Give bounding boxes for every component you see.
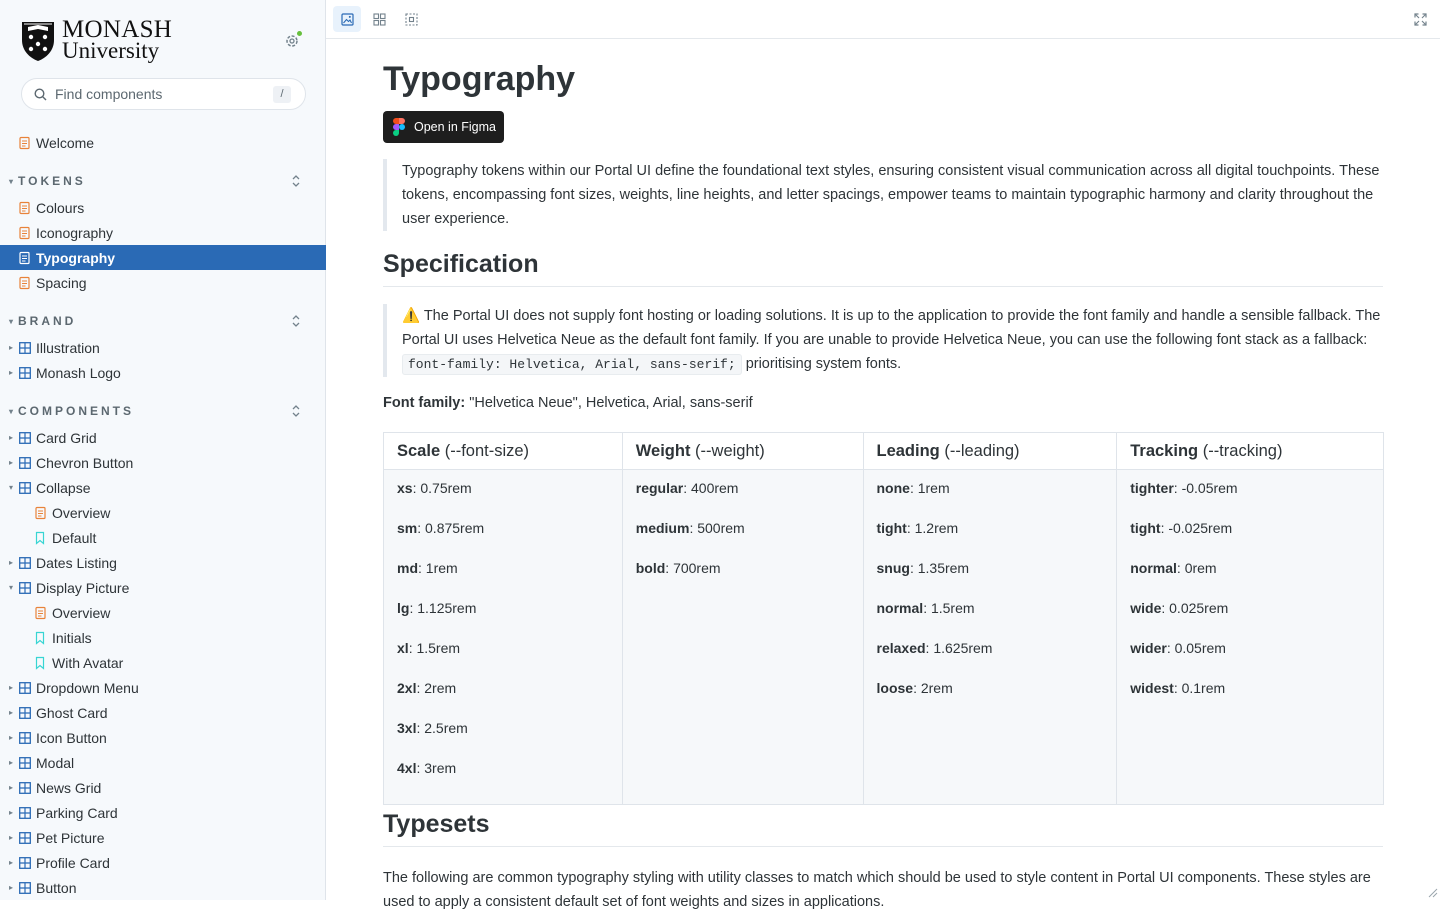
document-icon	[19, 202, 31, 214]
caret-icon: ▾	[9, 483, 14, 492]
intro-text: Typography tokens within our Portal UI define the foundational text styles, ensuring consistent visual communication across all digital touchpoints. These tokens, encompassing font sizes, weights, line heights, and letter spacings, empower teams to maintain typographic harmony and clarity throughout the user experience.	[402, 163, 1380, 227]
document-icon	[35, 507, 47, 519]
sidebar-item-with-avatar[interactable]	[0, 650, 326, 675]
token-key: relaxed	[876, 640, 926, 656]
component-icon	[19, 367, 31, 379]
token-leading	[877, 478, 1117, 518]
token-key: snug	[876, 560, 910, 576]
sidebar-item-label: Parking Card	[36, 804, 118, 821]
column-header-tracking	[1117, 433, 1384, 470]
sidebar-item-label: With Avatar	[52, 654, 124, 671]
search-shortcut-key: /	[273, 86, 291, 103]
sidebar-item-label: Collapse	[36, 479, 91, 496]
sidebar-item-label: Dropdown Menu	[36, 679, 139, 696]
caret-icon: ▸	[9, 883, 14, 892]
token-tracking	[1130, 598, 1383, 638]
column-header-var: (--leading)	[944, 441, 1020, 460]
token-key: medium	[635, 520, 690, 536]
component-icon	[19, 342, 31, 354]
column-header-leading	[863, 433, 1117, 470]
token-key: loose	[876, 680, 914, 696]
caret-icon: ▾	[9, 406, 14, 416]
token-key: bold	[635, 560, 666, 576]
sidebar-item-label: Button	[36, 879, 77, 896]
token-scale	[397, 758, 622, 798]
sidebar-item-label: Monash Logo	[36, 364, 121, 381]
token-tracking	[1130, 558, 1383, 598]
intro-blockquote	[383, 159, 1383, 231]
token-key: tight	[876, 520, 907, 536]
font-family-line	[383, 395, 753, 411]
open-in-figma-button[interactable]	[383, 111, 504, 143]
token-leading	[877, 518, 1117, 558]
scale-cell	[384, 470, 623, 805]
caret-icon: ▸	[9, 733, 14, 742]
tracking-cell	[1117, 470, 1384, 805]
sidebar-item-button[interactable]	[0, 875, 326, 900]
token-value: : 1.625rem	[925, 640, 993, 656]
column-header-weight	[622, 433, 863, 470]
docs-content	[326, 40, 1440, 910]
caret-icon: ▸	[9, 683, 14, 692]
token-value: : 0.875rem	[417, 520, 485, 536]
sidebar-item-card-grid[interactable]	[0, 425, 326, 450]
expand-collapse-icon[interactable]	[289, 404, 303, 418]
outline-icon	[405, 13, 418, 26]
component-icon	[19, 757, 31, 769]
component-icon	[19, 582, 31, 594]
token-value: : 2rem	[416, 680, 457, 696]
token-key: none	[876, 480, 910, 496]
component-icon	[19, 832, 31, 844]
open-in-figma-label: Open in Figma	[414, 120, 496, 134]
sidebar-item-label: Illustration	[36, 339, 100, 356]
component-icon	[19, 807, 31, 819]
sidebar-item-label: Icon Button	[36, 729, 107, 746]
component-icon	[19, 882, 31, 894]
token-value: : 500rem	[689, 520, 745, 536]
fullscreen-button[interactable]	[1406, 6, 1434, 32]
column-header-var: (--font-size)	[444, 441, 530, 460]
component-icon	[19, 857, 31, 869]
document-icon	[35, 607, 47, 619]
token-value: : 1.125rem	[409, 600, 477, 616]
token-scale	[397, 558, 622, 598]
sidebar-item-news-grid[interactable]	[0, 775, 326, 800]
document-icon	[19, 252, 31, 264]
caret-icon: ▸	[9, 558, 14, 567]
sidebar-item-initials[interactable]	[0, 625, 326, 650]
column-header-var: (--weight)	[695, 441, 765, 460]
column-header-name: Leading	[876, 441, 940, 460]
sidebar-item-label: Dates Listing	[36, 554, 117, 571]
font-family-label: Font family:	[383, 395, 466, 411]
caret-icon: ▸	[9, 858, 14, 867]
token-key: widest	[1130, 680, 1174, 696]
token-value: : 0.75rem	[412, 480, 472, 496]
token-value: : 1.2rem	[906, 520, 959, 536]
section-tokens[interactable]	[0, 171, 326, 191]
token-key: xl	[397, 640, 409, 656]
warning-blockquote	[383, 304, 1383, 377]
token-key: tighter	[1130, 480, 1174, 496]
font-stack-code: font-family: Helvetica, Arial, sans-serif;	[402, 354, 742, 375]
figma-icon	[393, 118, 405, 136]
story-icon	[35, 657, 47, 669]
brand-name-line2: University	[62, 38, 160, 63]
token-weight	[636, 478, 863, 518]
sidebar-item-modal[interactable]	[0, 750, 326, 775]
column-header-name: Weight	[635, 441, 691, 460]
component-icon	[19, 732, 31, 744]
leading-cell	[863, 470, 1117, 805]
monash-logo[interactable]	[20, 16, 172, 64]
sidebar-item-icon-button[interactable]	[0, 725, 326, 750]
resize-grip-icon[interactable]	[1428, 888, 1438, 898]
component-icon	[19, 482, 31, 494]
caret-icon: ▸	[9, 783, 14, 792]
document-icon	[19, 277, 31, 289]
document-icon	[19, 137, 31, 149]
caret-icon: ▸	[9, 343, 14, 352]
sidebar-item-overview[interactable]	[0, 600, 326, 625]
fullscreen-icon	[1414, 13, 1427, 26]
column-header-scale	[384, 433, 623, 470]
sidebar-item-profile-card[interactable]	[0, 850, 326, 875]
token-tracking	[1130, 518, 1383, 558]
token-value: : 1rem	[909, 480, 950, 496]
sidebar-item-label: Profile Card	[36, 854, 110, 871]
sidebar-item-label: Iconography	[36, 224, 114, 241]
token-key: normal	[1130, 560, 1177, 576]
story-icon	[35, 532, 47, 544]
caret-icon: ▸	[9, 833, 14, 842]
sidebar-item-monash-logo[interactable]	[0, 360, 326, 385]
token-value: : 400rem	[683, 480, 739, 496]
weight-cell	[622, 470, 863, 805]
token-leading	[877, 598, 1117, 638]
token-value: : 3rem	[416, 760, 457, 776]
section-label: COMPONENTS	[18, 404, 135, 418]
token-value: : 2rem	[913, 680, 953, 696]
token-weight	[636, 518, 863, 558]
sidebar-item-illustration[interactable]	[0, 335, 326, 360]
token-scale	[397, 638, 622, 678]
token-key: xs	[397, 480, 413, 496]
token-value: : -0.025rem	[1160, 520, 1233, 536]
token-scale	[397, 598, 622, 638]
component-icon	[19, 682, 31, 694]
warning-text: ⚠️ The Portal UI does not supply font hosting or loading solutions. It is up to the application to provide the font family and handle a sensible fallback. The Portal UI uses Helvetica Neue as the default font family. If you are unable to provide Helvetica Neue, you can use the following font stack as a fallback:	[402, 308, 1381, 348]
expand-collapse-icon[interactable]	[289, 174, 303, 188]
token-weight	[636, 558, 863, 598]
sidebar-item-iconography[interactable]	[0, 220, 326, 245]
token-key: sm	[397, 520, 418, 536]
token-key: tight	[1130, 520, 1161, 536]
typesets-heading: Typesets	[383, 810, 1383, 847]
sidebar-item-spacing[interactable]	[0, 270, 326, 295]
sidebar-item-ghost-card[interactable]	[0, 700, 326, 725]
sidebar-item-parking-card[interactable]	[0, 800, 326, 825]
token-value: : -0.05rem	[1173, 480, 1238, 496]
sidebar-item-label: Spacing	[36, 274, 87, 291]
caret-icon: ▸	[9, 708, 14, 717]
sidebar-item-typography[interactable]	[0, 245, 326, 270]
caret-icon: ▾	[9, 176, 14, 186]
sidebar-item-label: Display Picture	[36, 579, 130, 596]
theme-settings-button[interactable]	[280, 29, 304, 53]
sidebar-item-label: Default	[52, 529, 97, 546]
table-header-row	[384, 433, 1384, 470]
sidebar-item-label: Overview	[52, 604, 111, 621]
sidebar-item-label: Modal	[36, 754, 75, 771]
caret-icon: ▸	[9, 808, 14, 817]
token-key: wider	[1130, 640, 1167, 656]
token-value: : 1rem	[418, 560, 458, 576]
token-key: 4xl	[397, 760, 417, 776]
token-key: 2xl	[397, 680, 417, 696]
token-key: md	[397, 560, 418, 576]
token-scale	[397, 678, 622, 718]
document-icon	[19, 227, 31, 239]
caret-icon: ▸	[9, 458, 14, 467]
token-tracking	[1130, 478, 1383, 518]
token-value: : 1.5rem	[408, 640, 461, 656]
canvas-view-button[interactable]	[333, 6, 361, 32]
status-dot	[296, 30, 303, 37]
token-leading	[877, 558, 1117, 598]
sidebar-item-label: Initials	[52, 629, 92, 646]
sidebar-item-label: Card Grid	[36, 429, 97, 446]
sidebar-item-chevron-button[interactable]	[0, 450, 326, 475]
monash-crest-icon	[20, 18, 56, 62]
component-icon	[19, 707, 31, 719]
token-value: : 0.05rem	[1166, 640, 1226, 656]
column-header-name: Tracking	[1130, 441, 1199, 460]
token-value: : 0.025rem	[1161, 600, 1229, 616]
token-scale	[397, 518, 622, 558]
caret-icon: ▾	[9, 316, 14, 326]
token-key: regular	[635, 480, 684, 496]
component-icon	[19, 782, 31, 794]
sidebar	[0, 0, 326, 900]
sidebar-item-default[interactable]	[0, 525, 326, 550]
token-key: wide	[1130, 600, 1162, 616]
token-value: : 2.5rem	[416, 720, 468, 736]
caret-icon: ▸	[9, 758, 14, 767]
token-tracking	[1130, 638, 1383, 678]
token-value: : 1.5rem	[923, 600, 975, 616]
sidebar-item-label: News Grid	[36, 779, 102, 796]
page-title: Typography	[383, 60, 576, 98]
caret-icon: ▸	[9, 433, 14, 442]
token-value: : 1.35rem	[909, 560, 970, 576]
sidebar-item-label: Chevron Button	[36, 454, 134, 471]
table-row	[384, 470, 1384, 805]
typography-tokens-table	[383, 432, 1384, 805]
component-icon	[19, 457, 31, 469]
token-leading	[877, 678, 1117, 718]
search-input[interactable]	[55, 86, 265, 102]
sidebar-item-dates-listing[interactable]	[0, 550, 326, 575]
sidebar-item-pet-picture[interactable]	[0, 825, 326, 850]
search-icon	[34, 88, 47, 101]
search-box[interactable]	[21, 78, 306, 110]
grid-view-button[interactable]	[365, 6, 393, 32]
section-brand[interactable]	[0, 311, 326, 331]
token-value: : 700rem	[665, 560, 721, 576]
token-leading	[877, 638, 1117, 678]
sidebar-item-welcome[interactable]	[0, 130, 326, 155]
section-label: BRAND	[18, 314, 77, 328]
sidebar-item-label: Overview	[52, 504, 111, 521]
section-components[interactable]	[0, 401, 326, 421]
token-value: : 0.1rem	[1173, 680, 1226, 696]
token-scale	[397, 718, 622, 758]
sidebar-item-label: Ghost Card	[36, 704, 108, 721]
image-icon	[341, 13, 354, 26]
caret-icon: ▾	[9, 583, 14, 592]
toolbar	[326, 0, 1440, 39]
section-label: TOKENS	[18, 174, 86, 188]
sidebar-item-colours[interactable]	[0, 195, 326, 220]
sidebar-item-label: Pet Picture	[36, 829, 105, 846]
component-icon	[19, 557, 31, 569]
sidebar-item-dropdown-menu[interactable]	[0, 675, 326, 700]
token-tracking	[1130, 678, 1383, 718]
caret-icon: ▸	[9, 368, 14, 377]
column-header-name: Scale	[397, 441, 441, 460]
sidebar-item-collapse[interactable]	[0, 475, 326, 500]
column-header-var: (--tracking)	[1202, 441, 1283, 460]
brand-name-line1: MONASH	[62, 16, 173, 43]
grid-icon	[373, 13, 386, 26]
sidebar-item-label: Typography	[36, 249, 116, 266]
sidebar-item-overview[interactable]	[0, 500, 326, 525]
token-scale	[397, 478, 622, 518]
outline-button[interactable]	[397, 6, 425, 32]
story-icon	[35, 632, 47, 644]
font-family-value: "Helvetica Neue", Helvetica, Arial, sans-serif	[469, 395, 753, 411]
sidebar-item-display-picture[interactable]	[0, 575, 326, 600]
typesets-intro: The following are common typography styling with utility classes to match which should be used to style content in Portal UI components. These styles are used to apply a consistent default set of font weights and sizes in applications.	[383, 870, 1371, 910]
sidebar-item-label: Welcome	[36, 134, 95, 151]
token-key: normal	[876, 600, 924, 616]
token-key: lg	[397, 600, 410, 616]
sidebar-item-label: Colours	[36, 199, 85, 216]
token-key: 3xl	[397, 720, 417, 736]
token-value: : 0rem	[1176, 560, 1217, 576]
warning-text-end: prioritising system fonts.	[745, 356, 902, 372]
specification-heading: Specification	[383, 250, 1383, 287]
component-icon	[19, 432, 31, 444]
expand-collapse-icon[interactable]	[289, 314, 303, 328]
